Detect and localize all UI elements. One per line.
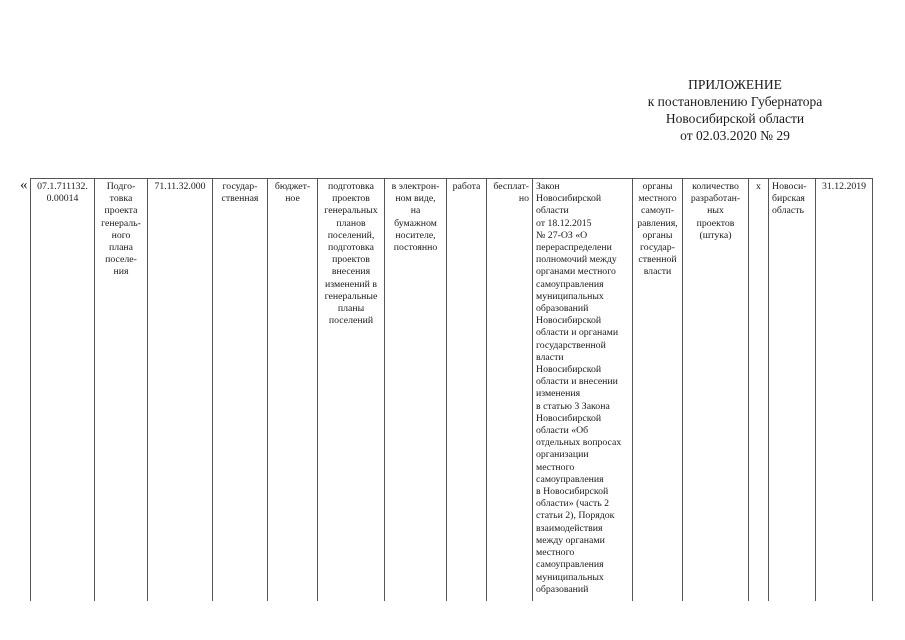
cell-okved-code: 71.11.32.000	[148, 179, 213, 602]
cell-value: х	[749, 179, 769, 602]
opening-quote-mark: «	[20, 177, 28, 193]
document-heading	[600, 76, 870, 144]
cell-code: 07.1.711132. 0.00014	[31, 179, 95, 602]
cell-indicator: количество разработан- ных проектов (штука)	[683, 179, 749, 602]
heading-resolution: к постановлению Губернатора	[647, 94, 823, 109]
table-row	[31, 179, 873, 602]
cell-payment: бесплат- но	[487, 179, 533, 602]
cell-date: 31.12.2019	[816, 179, 873, 602]
cell-financing: бюджет- ное	[268, 179, 318, 602]
cell-work-name: Подго- товка проекта генераль- ного плана поселе- ния	[95, 179, 148, 602]
cell-type: государ- ственная	[213, 179, 268, 602]
registry-table	[30, 178, 873, 601]
cell-legal-basis: Закон Новосибирской области от 18.12.2015 № 27-ОЗ «О перераспределени полномочий между органами местного самоуправления муниципальных образований Новосибирской области и органами государственной власти Новосибирской области и внесении изменения в статью 3 Закона Новосибирской области «Об отдельных вопросах организации местного самоуправления в Новосибирской области» (часть 2 статьи 2), Порядок взаимодействия между органами местного самоуправления муниципальных образований	[533, 179, 633, 602]
cell-kind: работа	[447, 179, 487, 602]
cell-content: подготовка проектов генеральных планов поселений, подготовка проектов внесения изменений в генеральные планы поселений	[318, 179, 385, 602]
heading-region: Новосибирской области	[665, 111, 805, 126]
cell-territory: Новоси- бирская область	[769, 179, 816, 602]
heading-appendix: ПРИЛОЖЕНИЕ	[688, 77, 782, 92]
cell-form: в электрон- ном виде, на бумажном носителе, постоянно	[385, 179, 447, 602]
heading-date-number: от 02.03.2020 № 29	[680, 128, 790, 143]
cell-executors: органы местного самоуп- равления, органы государ- ственной власти	[633, 179, 683, 602]
